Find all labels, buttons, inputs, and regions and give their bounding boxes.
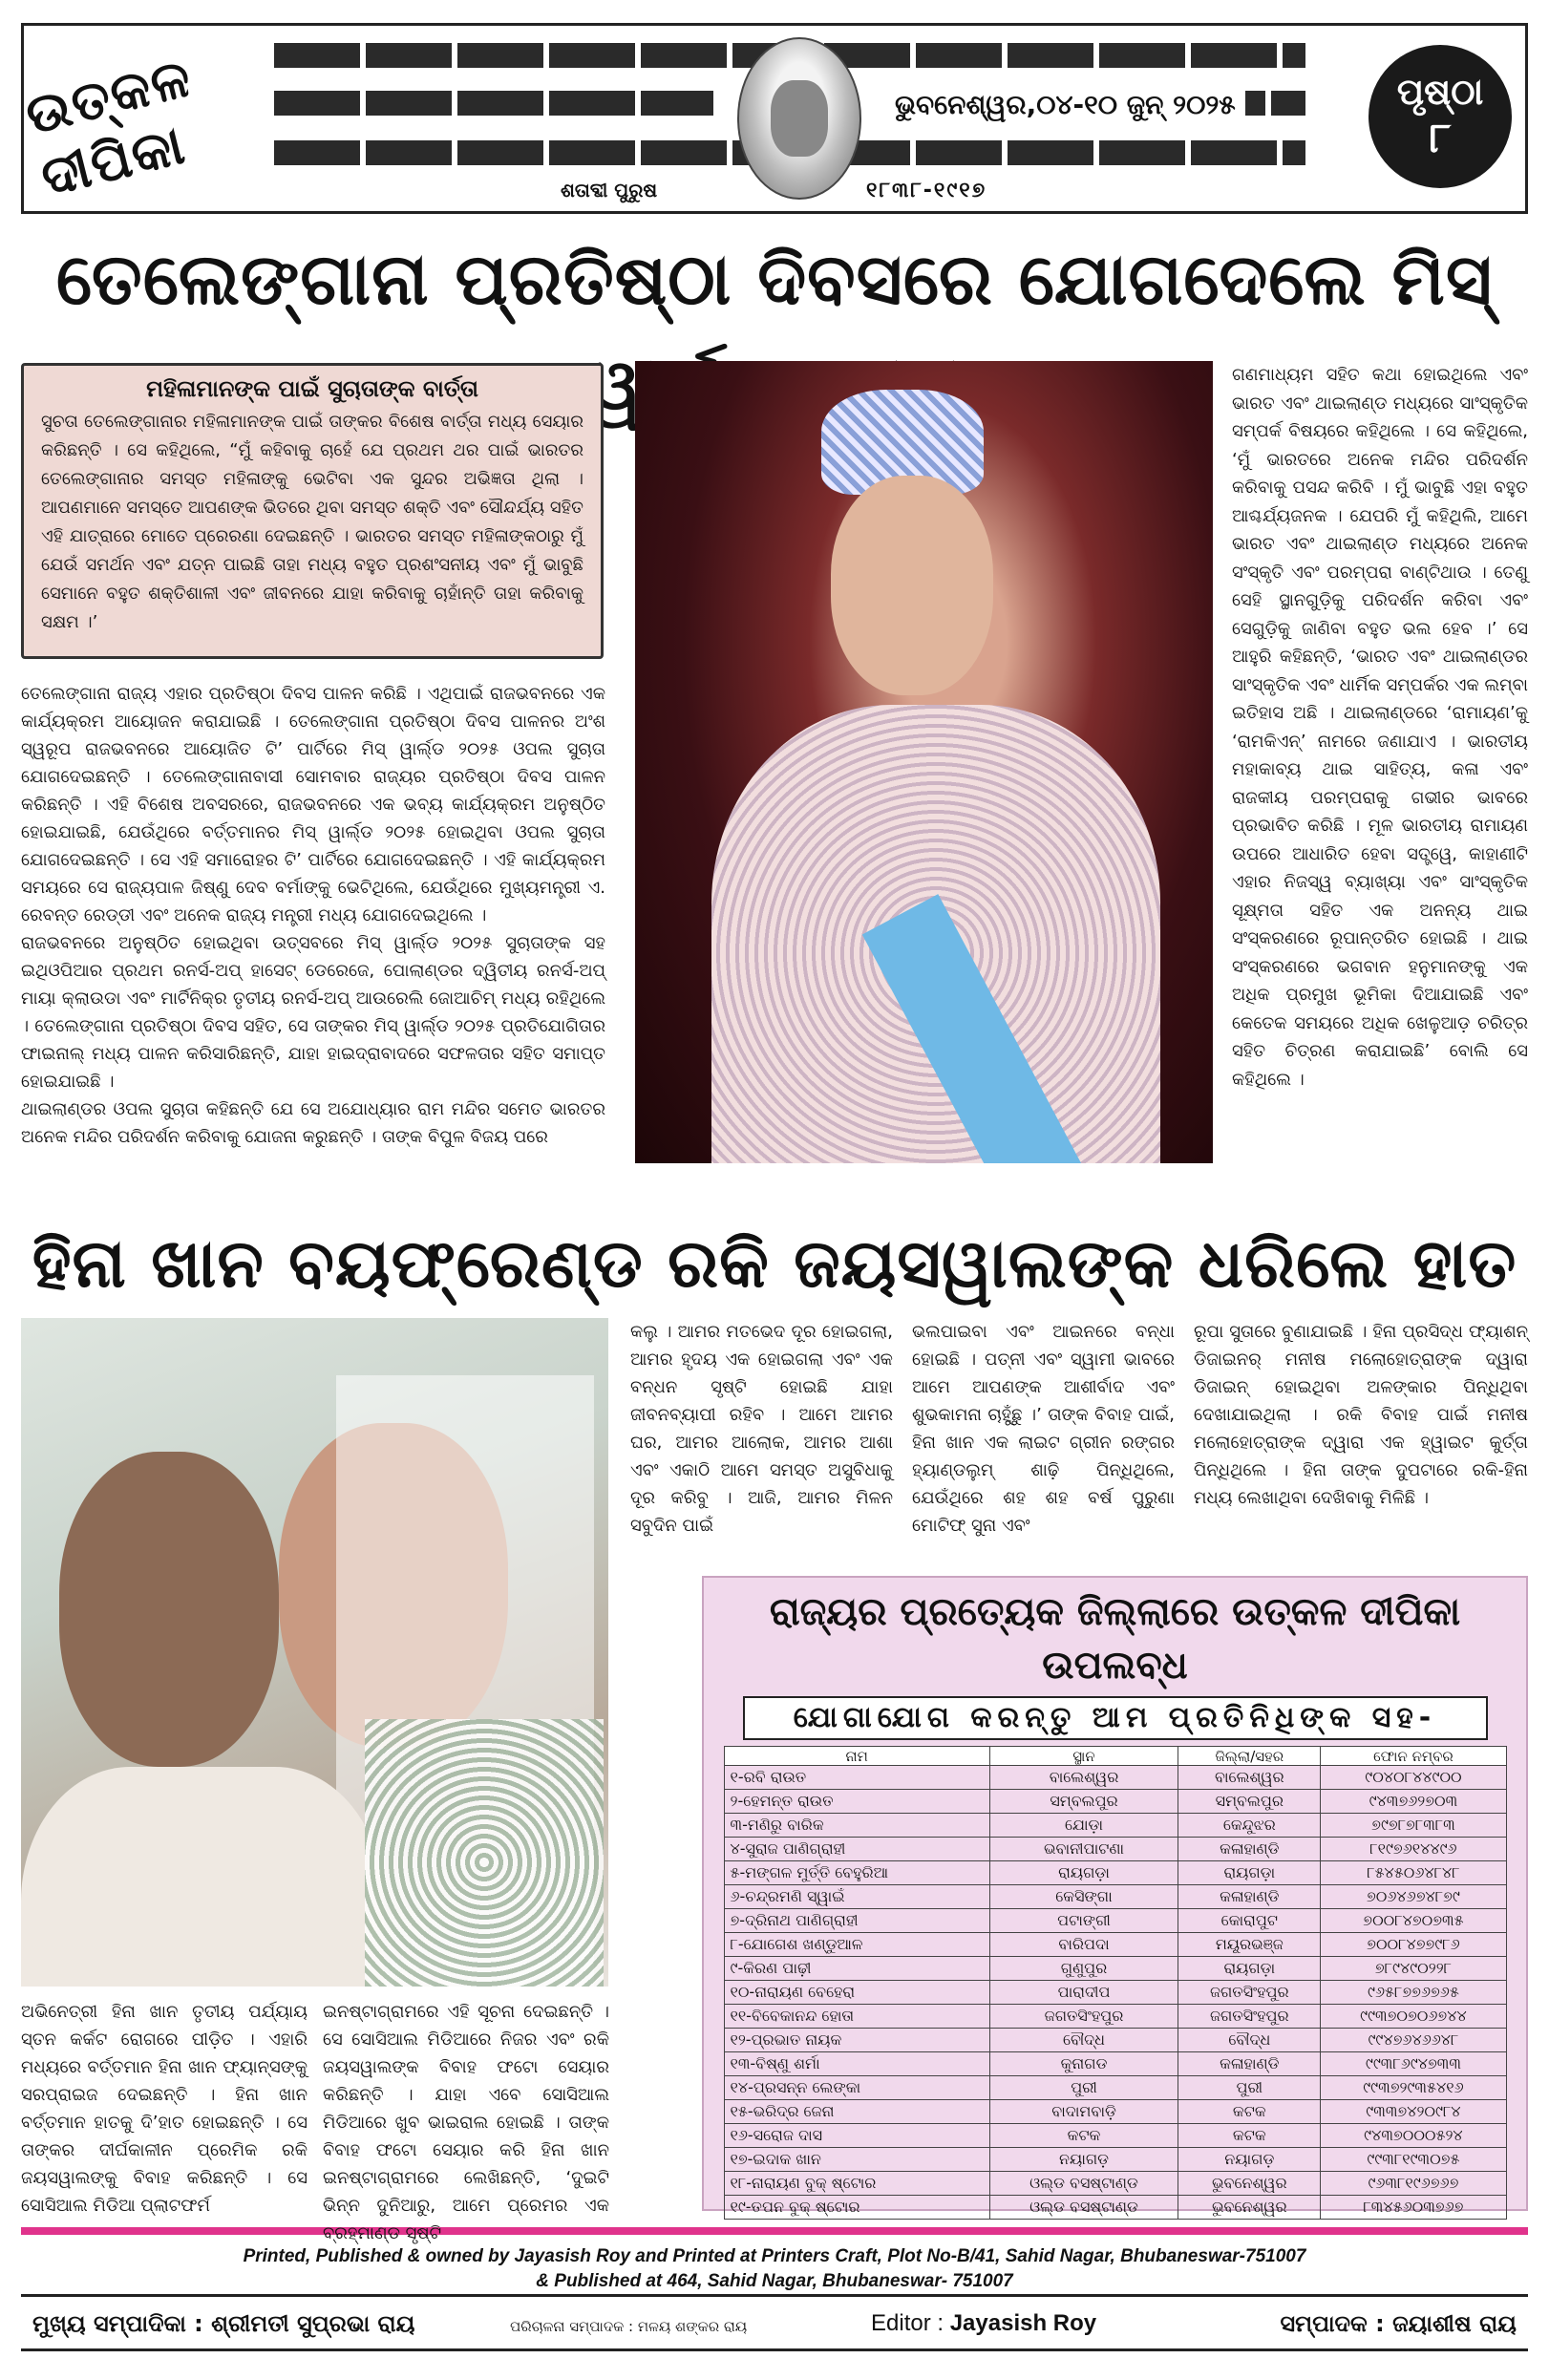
message-box-text: ସୁଚତା ତେଲେଙ୍ଗାନାର ମହିଳାମାନଙ୍କ ପାଇଁ ତାଙ୍କର ବିଶେଷ ବାର୍ତ୍ତା ମଧ୍ୟ ସେୟାର କରିଛନ୍ତି । ସେ କହିଥିଲେ, “ମୁଁ କହିବାକୁ ଚାହେଁ ଯେ ପ୍ରଥମ ଥର ପାଇଁ ଭାରତର ତେଲେଙ୍ଗାନାର ସମସ୍ତ ମହିଳାଙ୍କୁ ଭେଟିବା ଏକ ସୁନ୍ଦର ଅଭିଜ୍ଞତା ଥିଲା । ଆପଣମାନେ ସମସ୍ତେ ଆପଣଙ୍କ ଭିତରେ ଥିବା ସମସ୍ତ ଶକ୍ତି ଏବଂ ସୌନ୍ଦର୍ଯ୍ୟ ସହିତ ଏହି ଯାତ୍ରାରେ ମୋତେ ପ୍ରେରଣା ଦେଇଛନ୍ତି । ଭାରତର ସମସ୍ତ ମହିଳାଙ୍କଠାରୁ ମୁଁ ଯେଉଁ ସମର୍ଥନ ଏବଂ ଯତ୍ନ ପାଇଛି ତାହା ମଧ୍ୟ ବହୁତ ପ୍ରଶଂସନୀୟ ଏବଂ ମୁଁ ଭାବୁଛି ସେମାନେ ବହୁତ ଶକ୍ତିଶାଳୀ ଏବଂ ଜୀବନରେ ଯାହା କରିବାକୁ ଚାହାଁନ୍ତି ତାହା କରିବାକୁ ସକ୍ଷମ ।’ bbox=[41, 412, 584, 632]
table-row bbox=[724, 2100, 1506, 2124]
story2-paragraph: ଇନଷ୍ଟାଗ୍ରାମରେ ଏହି ସୂଚନା ଦେଇଛନ୍ତି । ସେ ସୋସିଆଲ ମିଡିଆରେ ନିଜର ଏବଂ ରକି ଜୟସୱାଲଙ୍କ ବିବାହ ଫଟୋ ସେୟାର କରିଛନ୍ତି । ଯାହା ଏବେ ସୋସିଆଲ ମିଡିଆରେ ଖୁବ ଭାଇରାଲ ହୋଇଛି । ତାଙ୍କ ବିବାହ ଫଟୋ ସେୟାର କରି ହିନା ଖାନ ଇନଷ୍ଟାଗ୍ରାମରେ ଲେଖିଛନ୍ତି, ‘ଦୁଇଟି ଭିନ୍ନ ଦୁନିଆରୁ, ଆମେ ପ୍ରେମର ଏକ ବ୍ରହ୍ମାଣ୍ଡ ସୃଷ୍ଟି bbox=[323, 2002, 609, 2243]
phone-cell: ୯୯୩୭୦୭୦୬୭୪୪ bbox=[1321, 2005, 1506, 2029]
table-row bbox=[724, 1766, 1506, 1790]
table-row bbox=[724, 2196, 1506, 2220]
district-cell: କଳାହାଣ୍ଡି bbox=[1178, 1838, 1321, 1861]
distributors-box bbox=[702, 1576, 1528, 2216]
phone-cell: ୯୯୪୭୬୪୬୬୪୮ bbox=[1321, 2029, 1506, 2052]
portrait-face bbox=[771, 80, 828, 157]
name-cell: ୨-ହେମନ୍ତ ରାଉତ bbox=[724, 1790, 989, 1814]
message-box bbox=[21, 363, 604, 659]
district-cell: କଳାହାଣ୍ଡି bbox=[1178, 1885, 1321, 1909]
name-cell: ୧୦-ନାରାୟଣ ବେହେରା bbox=[724, 1981, 989, 2005]
phone-cell: ୭୮୯୪୯୦୨୨୮ bbox=[1321, 1957, 1506, 1981]
table-row bbox=[724, 1885, 1506, 1909]
managing-editor: ପରିଚାଳନା ସମ୍ପାଦକ : ମଳୟ ଶଙ୍କର ରାୟ bbox=[510, 2318, 748, 2335]
phone-cell: ୮୫୪୫୦୬୪୮୪୮ bbox=[1321, 1861, 1506, 1885]
story2-paragraph: ଭଲପାଇବା ଏବଂ ଆଇନରେ ବନ୍ଧା ହୋଇଛି । ପତ୍ନୀ ଏବଂ ସ୍ୱାମୀ ଭାବରେ ଆମେ ଆପଣଙ୍କ ଆଶୀର୍ବାଦ ଏବଂ ଶୁଭକାମନା ଚାହୁଁଛୁ ।’ ତାଙ୍କ ବିବାହ ପାଇଁ, ହିନା ଖାନ ଏକ ଲାଇଟ ଗ୍ରୀନ ରଙ୍ଗର ହ୍ୟାଣ୍ଡଲୁମ୍ ଶାଢ଼ି ପିନ୍ଧିଥିଲେ, ଯେଉଁଥିରେ ଶହ ଶହ ବର୍ଷ ପୁରୁଣା ମୋଟିଫ୍ ସୁନା ଏବଂ bbox=[912, 1322, 1175, 1536]
phone-cell: ୯୦୪୦୮୪୪୯୦୦ bbox=[1321, 1766, 1506, 1790]
distributors-title: ରାଜ୍ୟର ପ୍ରତ୍ୟେକ ଜିଲ୍ଲାରେ ଉତ୍କଳ ଦୀପିକା ଉପଲବ୍ଧ bbox=[769, 1590, 1461, 1688]
district-cell: ନୟାଗଡ଼ bbox=[1178, 2148, 1321, 2172]
place-cell: କୁନାଗଡ bbox=[989, 2052, 1178, 2076]
place-cell: ଓଲ୍ଡ ବସଷ୍ଟାଣ୍ଡ bbox=[989, 2172, 1178, 2196]
place-cell: କେସିଙ୍ଗା bbox=[989, 1885, 1178, 1909]
column-header: ନାମ bbox=[724, 1747, 989, 1766]
district-cell: ଜଗତସିଂହପୁର bbox=[1178, 1981, 1321, 2005]
name-cell: ୧୬-ସରୋଜ ଦାସ bbox=[724, 2124, 989, 2148]
name-cell: ୧-ରବି ରାଉତ bbox=[724, 1766, 989, 1790]
issue-date: ଭୁବନେଶ୍ୱର,୦୪-୧୦ ଜୁନ୍ ୨୦୨୫ bbox=[885, 89, 1245, 121]
district-cell: କଟକ bbox=[1178, 2100, 1321, 2124]
story2-column-c bbox=[1194, 1318, 1528, 1512]
story2-paragraph: କଲୁ । ଆମର ମତଭେଦ ଦୂର ହୋଇଗଲା, ଆମର ହୃଦୟ ଏକ ହୋଇଗଲା ଏବଂ ଏକ ବନ୍ଧନ ସୃଷ୍ଟି ହୋଇଛି ଯାହା ଜୀବନବ୍ୟାପୀ ରହିବ । ଆମେ ଆମର ଘର, ଆମର ଆଲୋକ, ଆମର ଆଶା ଏବଂ ଏକାଠି ଆମେ ସମସ୍ତ ଅସୁବିଧାକୁ ଦୂର କରିବୁ । ଆଜି, ଆମର ମିଳନ ସବୁଦିନ ପାଇଁ bbox=[630, 1322, 893, 1536]
district-cell: ଭୁବନେଶ୍ୱର bbox=[1178, 2196, 1321, 2220]
name-cell: ୧୪-ପ୍ରସନ୍ନ ଲେଙ୍କା bbox=[724, 2076, 989, 2100]
table-row bbox=[724, 2005, 1506, 2029]
editor-name: Jayasish Roy bbox=[949, 2310, 1097, 2336]
story2-lower-column bbox=[21, 1998, 308, 2220]
table-header-row bbox=[724, 1747, 1506, 1766]
distributors-table-body bbox=[724, 1766, 1506, 2220]
table-row bbox=[724, 1909, 1506, 1933]
imprint-line bbox=[21, 2244, 1528, 2294]
name-cell: ୧୩-ବିଷ୍ଣୁ ଶର୍ମା bbox=[724, 2052, 989, 2076]
table-row bbox=[724, 1933, 1506, 1957]
place-cell: ବାଲେଶ୍ୱର bbox=[989, 1766, 1178, 1790]
phone-cell: ୯୬୫୮୭୭୬୭୬୫ bbox=[1321, 1981, 1506, 2005]
name-cell: ୭-ଦ୍ରିନାଥ ପାଣିଗ୍ରାହୀ bbox=[724, 1909, 989, 1933]
district-cell: ପୁରୀ bbox=[1178, 2076, 1321, 2100]
district-cell: ମୟୂରଭଞ୍ଜ bbox=[1178, 1933, 1321, 1957]
name-cell: ୩-ମଣିରୁ ବାରିକ bbox=[724, 1814, 989, 1838]
phone-cell: ୭୦୦୮୪୭୦୭୩୫ bbox=[1321, 1909, 1506, 1933]
phone-cell: ୮୩୪୫୬୦୩୭୬୭ bbox=[1321, 2196, 1506, 2220]
table-row bbox=[724, 2124, 1506, 2148]
imprint-line-2: & Published at 464, Sahid Nagar, Bhubaneswar- 751007 bbox=[536, 2271, 1013, 2291]
name-cell: ୧୧-ବିବେକାନନ୍ଦ ହୋତା bbox=[724, 2005, 989, 2029]
masthead bbox=[21, 23, 1528, 214]
place-cell: ବୌଦ୍ଧ bbox=[989, 2029, 1178, 2052]
table-row bbox=[724, 2172, 1506, 2196]
story1-paragraph: ଥାଇଲାଣ୍ଡର ଓପଲ ସୁଚାତା କହିଛନ୍ତି ଯେ ସେ ଅଯୋଧ୍ୟାର ରାମ ମନ୍ଦିର ସମେତ ଭାରତର ଅନେକ ମନ୍ଦିର ପରିଦର୍ଶନ କରିବାକୁ ଯୋଜନା କରୁଛନ୍ତି । ତାଙ୍କ ବିପୁଳ ବିଜୟ ପରେ bbox=[21, 1099, 605, 1147]
table-row bbox=[724, 1981, 1506, 2005]
table-row bbox=[724, 1814, 1506, 1838]
column-header: ଜିଲ୍ଲା/ସହର bbox=[1178, 1747, 1321, 1766]
phone-cell: ୯୩୩୭୪୨୦୯୮୪ bbox=[1321, 2100, 1506, 2124]
couple-photo bbox=[21, 1318, 608, 1987]
masthead-tagline: ଶତାବ୍ଦୀ ପୁରୁଷ bbox=[561, 179, 658, 202]
table-row bbox=[724, 1838, 1506, 1861]
name-cell: ୬-ଚନ୍ଦ୍ରମଣି ସ୍ୱାଇଁ bbox=[724, 1885, 989, 1909]
phone-cell: ୯୬୩୮୧୯୬୭୬୭ bbox=[1321, 2172, 1506, 2196]
editor-credit bbox=[871, 2310, 1096, 2337]
miss-world-photo bbox=[635, 361, 1213, 1163]
page-label: ପୃଷ୍ଠା bbox=[1396, 71, 1484, 113]
table-row bbox=[724, 2029, 1506, 2052]
place-cell: ବାଦାମବାଡ଼ି bbox=[989, 2100, 1178, 2124]
place-cell: ଭବାନୀପାଟଣା bbox=[989, 1838, 1178, 1861]
founder-years: ୧୮୩୮-୧୯୧୭ bbox=[866, 179, 987, 202]
district-cell: ଭୁବନେଶ୍ୱର bbox=[1178, 2172, 1321, 2196]
groom-shape bbox=[59, 1452, 279, 1767]
name-cell: ୮-ଯୋଗେଶ ଖଣ୍ଡୁଆଳ bbox=[724, 1933, 989, 1957]
banner-stripe bbox=[274, 91, 713, 116]
phone-cell: ୭୯୭୮୭୮୩୮୩ bbox=[1321, 1814, 1506, 1838]
name-cell: ୧୨-ପ୍ରଭାତ ନାୟକ bbox=[724, 2029, 989, 2052]
column-header: ସ୍ଥାନ bbox=[989, 1747, 1178, 1766]
name-cell: ୫-ମଙ୍ଗଳ ମୁର୍ତ୍ତି ବେହୁରିଆ bbox=[724, 1861, 989, 1885]
story1-paragraph: ଗଣମାଧ୍ୟମ ସହିତ କଥା ହୋଇଥିଲେ ଏବଂ ଭାରତ ଏବଂ ଥାଇଲାଣ୍ଡ ମଧ୍ୟରେ ସାଂସ୍କୃତିକ ସମ୍ପର୍କ ବିଷୟରେ କହିଥିଲେ । ସେ କହିଥିଲେ, ‘ମୁଁ ଭାରତରେ ଅନେକ ମନ୍ଦିର ପରିଦର୍ଶନ କରିବାକୁ ପସନ୍ଦ କରିବି । ମୁଁ ଭାବୁଛି ଏହା ବହୁତ ଆଶ୍ଚର୍ଯ୍ୟଜନକ । ଯେପରି ମୁଁ କହିଥିଲି, ଆମେ ଭାରତ ଏବଂ ଥାଇଲାଣ୍ଡ ମଧ୍ୟରେ ଅନେକ ସଂସ୍କୃତି ଏବଂ ପରମ୍ପରା ବାଣ୍ଟିଥାଉ । ତେଣୁ ସେହି ସ୍ଥାନଗୁଡ଼ିକୁ ପରିଦର୍ଶନ କରିବା ଏବଂ ସେଗୁଡ଼ିକୁ ଜାଣିବା ବହୁତ ଭଲ ହେବ ।’ ସେ ଆହୁରି କହିଛନ୍ତି, ‘ଭାରତ ଏବଂ ଥାଇଲାଣ୍ଡର ସାଂସ୍କୃତିକ ଏବଂ ଧାର୍ମିକ ସମ୍ପର୍କର ଏକ ଲମ୍ବା ଇତିହାସ ଅଛି । ଥାଇଲାଣ୍ଡରେ ‘ରାମାୟଣ’କୁ ‘ରାମକିଏନ୍’ ନାମରେ ଜଣାଯାଏ । ଭାରତୀୟ ମହାକାବ୍ୟ ଥାଇ ସାହିତ୍ୟ, କଳା ଏବଂ ରାଜକୀୟ ପରମ୍ପରାକୁ ଗଭୀର ଭାବରେ ପ୍ରଭାବିତ କରିଛି । ମୂଳ ଭାରତୀୟ ରାମାୟଣ ଉପରେ ଆଧାରିତ ହେବା ସତ୍ତ୍ୱେ, କାହାଣୀଟି ଏହାର ନିଜସ୍ୱ ବ୍ୟାଖ୍ୟା ଏବଂ ସାଂସ୍କୃତିକ ସୂକ୍ଷ୍ମତା ସହିତ ଏକ ଅନନ୍ୟ ଥାଇ ସଂସ୍କରଣରେ ରୂପାନ୍ତରିତ ହୋଇଛି । ଥାଇ ସଂସ୍କରଣରେ ଭଗବାନ ହନୁମାନଙ୍କୁ ଏକ ଅଧିକ ପ୍ରମୁଖ ଭୂମିକା ଦିଆଯାଇଛି ଏବଂ କେତେକ ସମୟରେ ଅଧିକ ଖେଳୁଆଡ଼ ଚରିତ୍ର ସହିତ ଚିତ୍ରଣ କରାଯାଇଛି’ ବୋଲି ସେ କହିଥିଲେ । bbox=[1232, 365, 1528, 1090]
place-cell: ଯୋଡ଼ା bbox=[989, 1814, 1178, 1838]
story2-lower-column bbox=[323, 1998, 609, 2247]
place-cell: ଓଲ୍ଡ ବସଷ୍ଟାଣ୍ଡ bbox=[989, 2196, 1178, 2220]
chief-editor: ମୁଖ୍ୟ ସମ୍ପାଦିକା : ଶ୍ରୀମତୀ ସୁପ୍ରଭା ରାୟ bbox=[32, 2310, 415, 2337]
story1-headline: ତେଲେଙ୍ଗାନା ପ୍ରତିଷ୍ଠା ଦିବସରେ ଯୋଗଦେଲେ ମିସ୍ bbox=[55, 239, 1494, 321]
story1-column-1 bbox=[21, 680, 605, 1151]
place-cell: ନୟାଗଡ଼ bbox=[989, 2148, 1178, 2172]
phone-cell: ୯୪୩୭୦୦୦୫୨୪ bbox=[1321, 2124, 1506, 2148]
page-number-badge bbox=[1369, 45, 1512, 188]
phone-cell: ୭୦୬୪୬୭୪୮୭୯ bbox=[1321, 1885, 1506, 1909]
name-cell: ୧୯-ତପନ ବୁକ୍ ଷ୍ଟୋର bbox=[724, 2196, 989, 2220]
phone-cell: ୯୯୩୮୧୯୩୦୭୫ bbox=[1321, 2148, 1506, 2172]
editor-label: Editor : bbox=[871, 2310, 944, 2336]
place-cell: ପଟାଙ୍ଗୀ bbox=[989, 1909, 1178, 1933]
place-cell: ପୁରୀ bbox=[989, 2076, 1178, 2100]
place-cell: ବାରିପଦା bbox=[989, 1933, 1178, 1957]
story2-column-a bbox=[630, 1318, 893, 1540]
phone-cell: ୭୦୦୮୪୭୭୯୮୬ bbox=[1321, 1933, 1506, 1957]
district-cell: କୋରାପୁଟ bbox=[1178, 1909, 1321, 1933]
phone-cell: ୯୯୩୮୬୯୪୭୩୩ bbox=[1321, 2052, 1506, 2076]
story1-paragraph: ରାଜଭବନରେ ଅନୁଷ୍ଠିତ ହୋଇଥିବା ଉତ୍ସବରେ ମିସ୍ ୱାର୍ଲ୍ଡ ୨୦୨୫ ସୁଚାତାଙ୍କ ସହ ଇଥିଓପିଆର ପ୍ରଥମ ରନର୍ସ-ଅପ୍ ହାସେଟ୍ ଡେରେଜେ, ପୋଲାଣ୍ଡର ଦ୍ୱିତୀୟ ରନର୍ସ-ଅପ୍ ମାୟା କ୍ଲାଉଡା ଏବଂ ମାର୍ଟିନିକ୍‌ର ତୃତୀୟ ରନର୍ସ-ଅପ୍ ଆଉରେଲି ଜୋଆଚିମ୍ ମଧ୍ୟ ରହିଥିଲେ । ତେଲେଙ୍ଗାନା ପ୍ରତିଷ୍ଠା ଦିବସ ସହିତ, ସେ ତାଙ୍କର ମିସ୍ ୱାର୍ଲ୍ଡ ୨୦୨୫ ପ୍ରତିଯୋଗିତାର ଫାଇନାଲ୍ ମଧ୍ୟ ପାଳନ କରିସାରିଛନ୍ତି, ଯାହା ହାଇଦ୍ରାବାଦରେ ସଫଳତାର ସହିତ ସମାପ୍ତ ହୋଇଯାଇଛି । bbox=[21, 933, 605, 1092]
staff-credits bbox=[21, 2294, 1528, 2351]
page-number: ୮ bbox=[1429, 114, 1452, 162]
place-cell: ଗୁଣୁପୁର bbox=[989, 1957, 1178, 1981]
district-cell: ବୌଦ୍ଧ bbox=[1178, 2029, 1321, 2052]
phone-cell: ୯୪୩୭୬୨୭୦୩ bbox=[1321, 1790, 1506, 1814]
newspaper-logo: ଉତ୍କଳ ଦୀପିକା bbox=[19, 45, 199, 210]
story2-headline: ହିନା ଖାନ ବୟଫ୍ରେଣ୍ଡ ରକି ଜୟସୱାଲଙ୍କ ଧରିଲେ ହାତ bbox=[32, 1224, 1517, 1303]
name-cell: ୧୮-ନାରାୟଣ ବୁକ୍ ଷ୍ଟୋର bbox=[724, 2172, 989, 2196]
district-cell: ରାୟଗଡ଼ା bbox=[1178, 1861, 1321, 1885]
imprint-line-1: Printed, Published & owned by Jayasish Roy and Printed at Printers Craft, Plot No-B/41, Sahid Nagar, Bhubaneswar-751007 bbox=[243, 2246, 1306, 2266]
phone-cell: ୯୯୩୭୨୯୩୫୪୧୬ bbox=[1321, 2076, 1506, 2100]
district-cell: କଳାହାଣ୍ଡି bbox=[1178, 2052, 1321, 2076]
district-cell: ସମ୍ବଲପୁର bbox=[1178, 1790, 1321, 1814]
column-header: ଫୋନ ନମ୍ବର bbox=[1321, 1747, 1506, 1766]
story2-column-b bbox=[912, 1318, 1175, 1540]
name-cell: ୯-କିରଣ ପାଢ଼ୀ bbox=[724, 1957, 989, 1981]
flowers-shape bbox=[365, 1719, 604, 1987]
story2-paragraph: ଅଭିନେତ୍ରୀ ହିନା ଖାନ ତୃତୀୟ ପର୍ଯ୍ୟାୟ ସ୍ତନ କର୍କଟ ରୋଗରେ ପୀଡ଼ିତ । ଏହାରି ମଧ୍ୟରେ ବର୍ତ୍ତମାନ ହିନା ଖାନ ଫ୍ୟାନ୍ସଙ୍କୁ ସରପ୍ରାଇଜ ଦେଇଛନ୍ତି । ହିନା ଖାନ ବର୍ତ୍ତମାନ ହାତକୁ ଦି’ହାତ ହୋଇଛନ୍ତି । ସେ ତାଙ୍କର ଦୀର୍ଘକାଳୀନ ପ୍ରେମିକ ରକି ଜୟସୱାଲଙ୍କୁ ବିବାହ କରିଛନ୍ତି । ସେ ସୋସିଆଲ ମିଡିଆ ପ୍ଲାଟଫର୍ମ bbox=[21, 2002, 308, 2216]
footer-rule bbox=[21, 2227, 1528, 2235]
table-row bbox=[724, 1957, 1506, 1981]
distributors-subtitle: ଯୋଗାଯୋଗ କରନ୍ତୁ ଆମ ପ୍ରତିନିଧିଙ୍କ ସହ- bbox=[743, 1696, 1488, 1740]
masthead-banner bbox=[274, 33, 1305, 205]
story1-column-2 bbox=[1232, 361, 1528, 1094]
table-row bbox=[724, 2148, 1506, 2172]
table-row bbox=[724, 1861, 1506, 1885]
table-row bbox=[724, 2052, 1506, 2076]
district-cell: କେନ୍ଦୁଝର bbox=[1178, 1814, 1321, 1838]
name-cell: ୧୭-ଇଦାକ ଖାନ bbox=[724, 2148, 989, 2172]
story1-paragraph: ତେଲେଙ୍ଗାନା ରାଜ୍ୟ ଏହାର ପ୍ରତିଷ୍ଠା ଦିବସ ପାଳନ କରିଛି । ଏଥିପାଇଁ ରାଜଭବନରେ ଏକ କାର୍ଯ୍ୟକ୍ରମ ଆୟୋଜନ କରାଯାଇଛି । ତେଲେଙ୍ଗାନା ପ୍ରତିଷ୍ଠା ଦିବସ ପାଳନର ଅଂଶ ସ୍ୱରୂପ ରାଜଭବନରେ ଆୟୋଜିତ ଟି’ ପାର୍ଟିରେ ମିସ୍ ୱାର୍ଲ୍ଡ ୨୦୨୫ ଓପଲ ସୁଚାତା ଯୋଗଦେଇଛନ୍ତି । ତେଲେଙ୍ଗାନାବାସୀ ସୋମବାର ରାଜ୍ୟର ପ୍ରତିଷ୍ଠା ଦିବସ ପାଳନ କରିଛନ୍ତି । ଏହି ବିଶେଷ ଅବସରରେ, ରାଜଭବନରେ ଏକ ଭବ୍ୟ କାର୍ଯ୍ୟକ୍ରମ ଅନୁଷ୍ଠିତ ହୋଇଯାଇଛି, ଯେଉଁଥିରେ ବର୍ତ୍ତମାନର ମିସ୍ ୱାର୍ଲ୍ଡ ୨୦୨୫ ହୋଇଥିବା ଓପଲ ସୁଚାତା ଯୋଗଦେଇଛନ୍ତି । ସେ ଏହି ସମାରୋହର ଟି’ ପାର୍ଟିରେ ଯୋଗଦେଇଛନ୍ତି । ଏହି କାର୍ଯ୍ୟକ୍ରମ ସମୟରେ ସେ ରାଜ୍ୟପାଳ ଜିଷ୍ଣୁ ଦେବ ବର୍ମାଙ୍କୁ ଭେଟିଥିଲେ, ଯେଉଁଥିରେ ମୁଖ୍ୟମନ୍ତ୍ରୀ ଏ. ରେବନ୍ତ ରେଡ୍ଡୀ ଏବଂ ଅନେକ ରାଜ୍ୟ ମନ୍ତ୍ରୀ ମଧ୍ୟ ଯୋଗଦେଇଥିଲେ । bbox=[21, 684, 605, 925]
district-cell: କଟକ bbox=[1178, 2124, 1321, 2148]
name-cell: ୧୫-ଭରିଦ୍ର ଜେନା bbox=[724, 2100, 989, 2124]
founder-portrait bbox=[737, 37, 861, 200]
attire-shape bbox=[21, 1767, 384, 1987]
distributors-table bbox=[724, 1746, 1507, 2220]
name-cell: ୪-ସୁରାଜ ପାଣିଗ୍ରାହୀ bbox=[724, 1838, 989, 1861]
place-cell: ସମ୍ବଲପୁର bbox=[989, 1790, 1178, 1814]
place-cell: କଟକ bbox=[989, 2124, 1178, 2148]
story2-paragraph: ରୂପା ସୁତାରେ ବୁଣାଯାଇଛି । ହିନା ପ୍ରସିଦ୍ଧ ଫ୍ୟାଶନ୍ ଡିଜାଇନର୍ ମନୀଷ ମଲୋହୋତ୍ରାଙ୍କ ଦ୍ୱାରା ଡିଜାଇନ୍ ହୋଇଥିବା ଅଳଙ୍କାର ପିନ୍ଧିଥିବା ଦେଖାଯାଇଥିଲା । ରକି ବିବାହ ପାଇଁ ମନୀଷ ମଲୋହୋତ୍ରାଙ୍କ ଦ୍ୱାରା ଏକ ହ୍ୱାଇଟ କୁର୍ତ୍ତା ପିନ୍ଧିଥିଲେ । ହିନା ତାଙ୍କ ଦୁପଟାରେ ରକି-ହିନା ମଧ୍ୟ ଲେଖାଥିବା ଦେଖିବାକୁ ମିଳିଛି । bbox=[1194, 1322, 1528, 1508]
table-row bbox=[724, 1790, 1506, 1814]
place-cell: ରାୟଗଡ଼ା bbox=[989, 1861, 1178, 1885]
face-shape bbox=[831, 476, 993, 695]
phone-cell: ୮୧୯୭୬୧୪୪୯୬ bbox=[1321, 1838, 1506, 1861]
place-cell: ପାରାଦୀପ bbox=[989, 1981, 1178, 2005]
district-cell: ଜଗତସିଂହପୁର bbox=[1178, 2005, 1321, 2029]
district-cell: ବାଲେଶ୍ୱର bbox=[1178, 1766, 1321, 1790]
editor-odia: ସମ୍ପାଦକ : ଜୟାଶୀଷ ରାୟ bbox=[1280, 2310, 1517, 2337]
message-box-title: ମହିଳାମାନଙ୍କ ପାଇଁ ସୁଚାତାଙ୍କ ବାର୍ତ୍ତା bbox=[146, 375, 478, 402]
place-cell: ଜଗତସିଂହପୁର bbox=[989, 2005, 1178, 2029]
table-row bbox=[724, 2076, 1506, 2100]
district-cell: ରାୟଗଡ଼ା bbox=[1178, 1957, 1321, 1981]
